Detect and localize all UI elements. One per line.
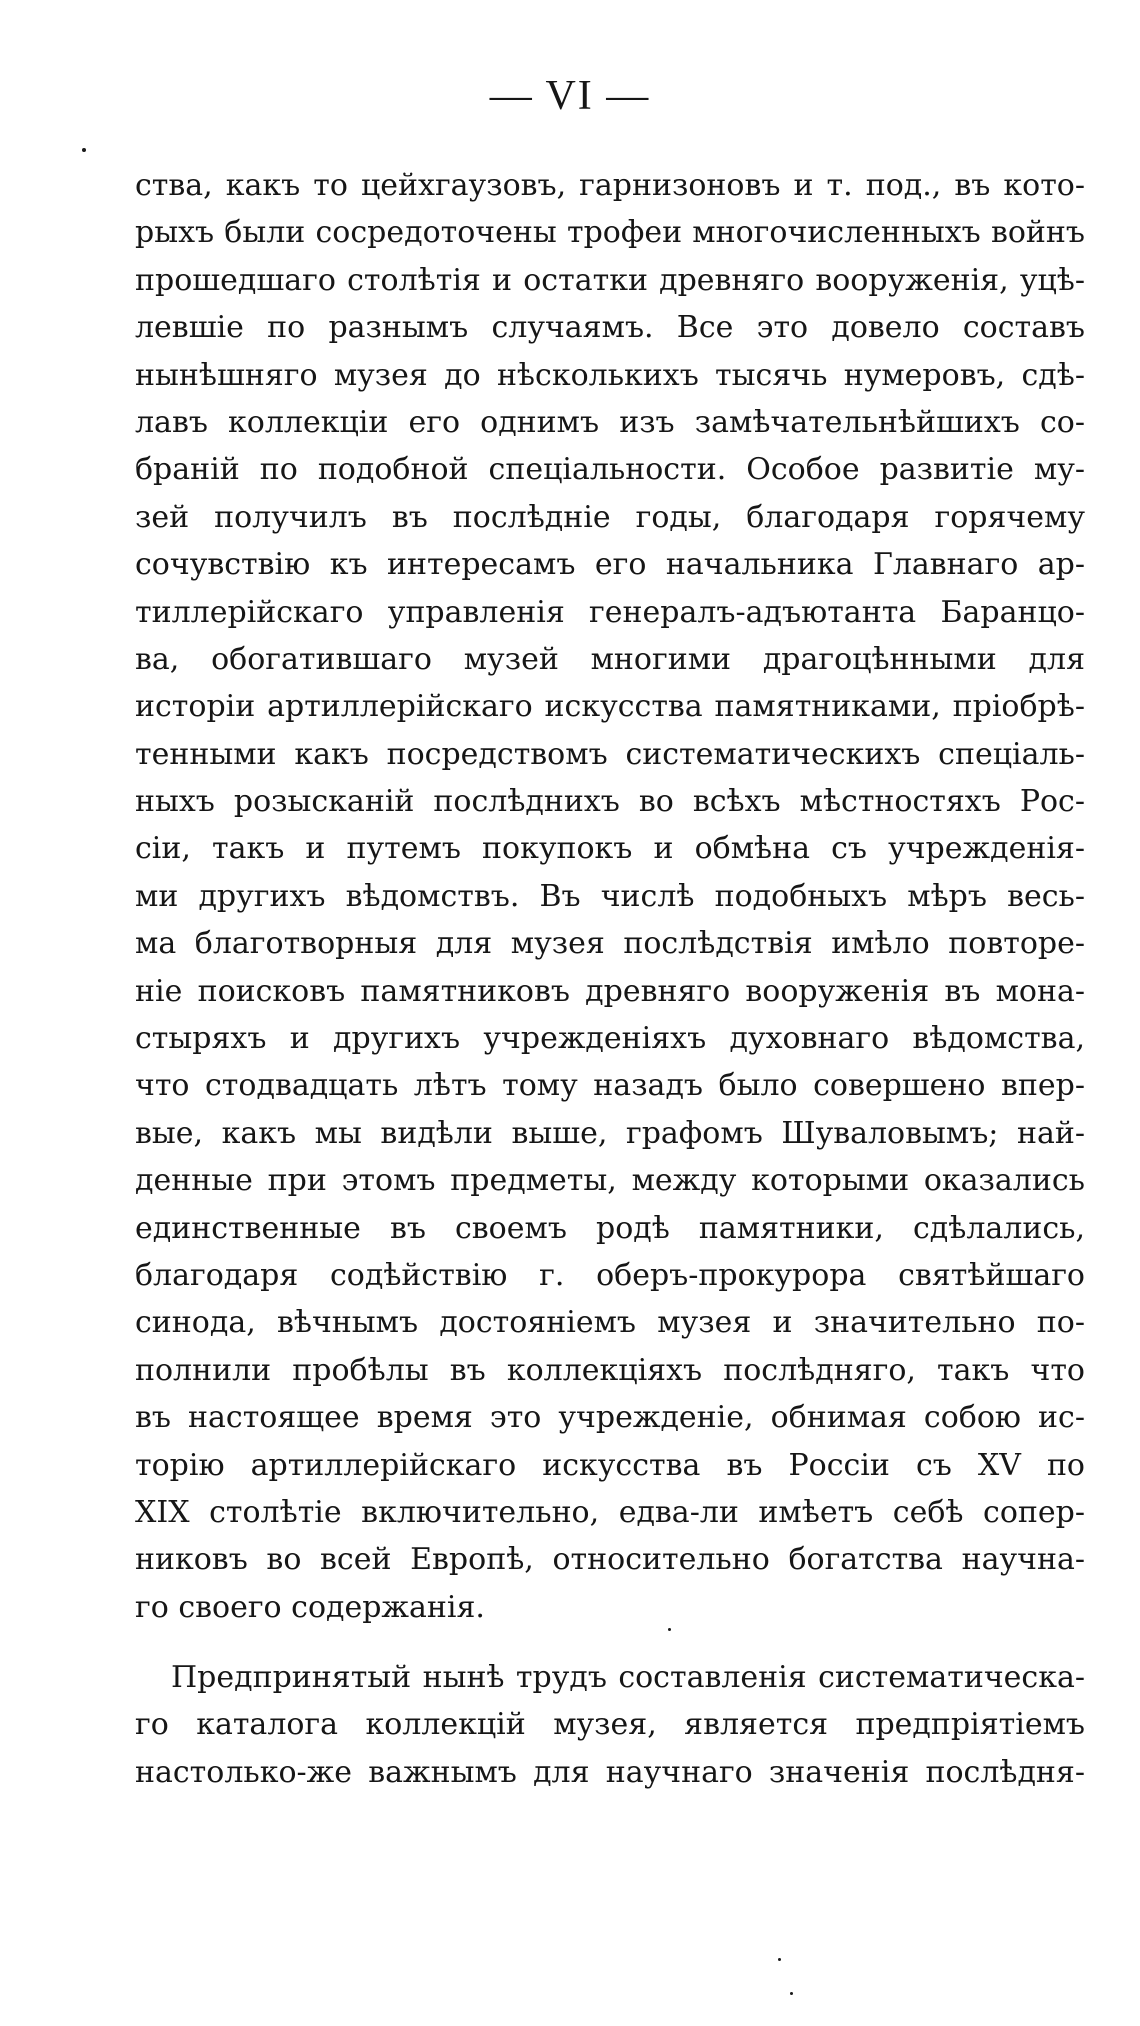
paragraph-continued bbox=[135, 162, 1085, 1631]
ink-speck bbox=[82, 148, 86, 152]
text-line: синода, вѣчнымъ достояніемъ музея и значительно по- bbox=[135, 1305, 1085, 1341]
text-line: тиллерійскаго управленія генералъ-адъютанта Баранцо- bbox=[135, 594, 1085, 630]
text-line: ныхъ розысканій послѣднихъ во всѣхъ мѣстностяхъ Рос- bbox=[135, 784, 1085, 820]
text-line: стыряхъ и другихъ учрежденіяхъ духовнаго вѣдомства, bbox=[135, 1021, 1085, 1057]
text-line: что стодвадцать лѣтъ тому назадъ было совершено впер- bbox=[135, 1068, 1085, 1104]
text-line: ва, обогатившаго музей многими драгоцѣнными для bbox=[135, 641, 1085, 677]
text-line: единственные въ своемъ родѣ памятники, сдѣлались, bbox=[135, 1210, 1085, 1246]
text-line: го каталога коллекцій музея, является предпріятіемъ bbox=[135, 1707, 1085, 1743]
text-line: исторіи артиллерійскаго искусства памятниками, пріобрѣ- bbox=[135, 689, 1085, 725]
text-line: ма благотворныя для музея послѣдствія имѣло повторе- bbox=[135, 926, 1085, 962]
page-number: — VI — bbox=[489, 73, 651, 119]
text-line: вые, какъ мы видѣли выше, графомъ Шуваловымъ; най- bbox=[135, 1115, 1085, 1151]
text-line: го своего содержанія. bbox=[135, 1589, 485, 1625]
paragraph-new bbox=[135, 1654, 1085, 1796]
text-line: прошедшаго столѣтія и остатки древняго вооруженія, уцѣ- bbox=[135, 262, 1085, 298]
ink-speck bbox=[778, 1958, 781, 1961]
text-line: рыхъ были сосредоточены трофеи многочисленныхъ войнъ bbox=[135, 215, 1085, 251]
text-line: левшіе по разнымъ случаямъ. Все это довело составъ bbox=[135, 310, 1085, 346]
text-line: браній по подобной спеціальности. Особое развитіе му- bbox=[135, 452, 1085, 488]
text-line: благодаря содѣйствію г. оберъ-прокурора святѣйшаго bbox=[135, 1257, 1085, 1293]
text-line: нынѣшняго музея до нѣсколькихъ тысячь нумеровъ, сдѣ- bbox=[135, 357, 1085, 393]
ink-speck bbox=[790, 1992, 793, 1995]
text-line: никовъ во всей Европѣ, относительно богатства научна- bbox=[135, 1542, 1085, 1578]
text-line: торію артиллерійскаго искусства въ Россіи съ XV по bbox=[135, 1447, 1085, 1483]
text-line: XIX столѣтіе включительно, едва-ли имѣетъ себѣ сопер- bbox=[135, 1494, 1085, 1530]
text-line: ства, какъ то цейхгаузовъ, гарнизоновъ и т. под., въ кото- bbox=[135, 168, 1085, 203]
text-line: настолько-же важнымъ для научнаго значенія послѣдня- bbox=[135, 1754, 1085, 1790]
text-line: тенными какъ посредствомъ систематическихъ спеціаль- bbox=[135, 736, 1085, 772]
text-line: въ настоящее время это учрежденіе, обнимая собою ис- bbox=[135, 1400, 1085, 1436]
text-line: сіи, такъ и путемъ покупокъ и обмѣна съ учрежденія- bbox=[135, 831, 1085, 867]
text-line: зей получилъ въ послѣдніе годы, благодаря горячему bbox=[135, 499, 1085, 535]
text-line: лавъ коллекціи его однимъ изъ замѣчательнѣйшихъ со- bbox=[135, 404, 1085, 440]
text-line: Предпринятый нынѣ трудъ составленія систематическа- bbox=[171, 1660, 1085, 1695]
text-line: полнили пробѣлы въ коллекціяхъ послѣдняго, такъ что bbox=[135, 1352, 1085, 1388]
text-line: сочувствію къ интересамъ его начальника Главнаго ар- bbox=[135, 547, 1085, 583]
text-line: денные при этомъ предметы, между которыми оказались bbox=[135, 1163, 1085, 1199]
text-line: ми другихъ вѣдомствъ. Въ числѣ подобныхъ мѣръ весь- bbox=[135, 878, 1085, 914]
text-line: ніе поисковъ памятниковъ древняго вооруженія въ мона- bbox=[135, 973, 1085, 1009]
